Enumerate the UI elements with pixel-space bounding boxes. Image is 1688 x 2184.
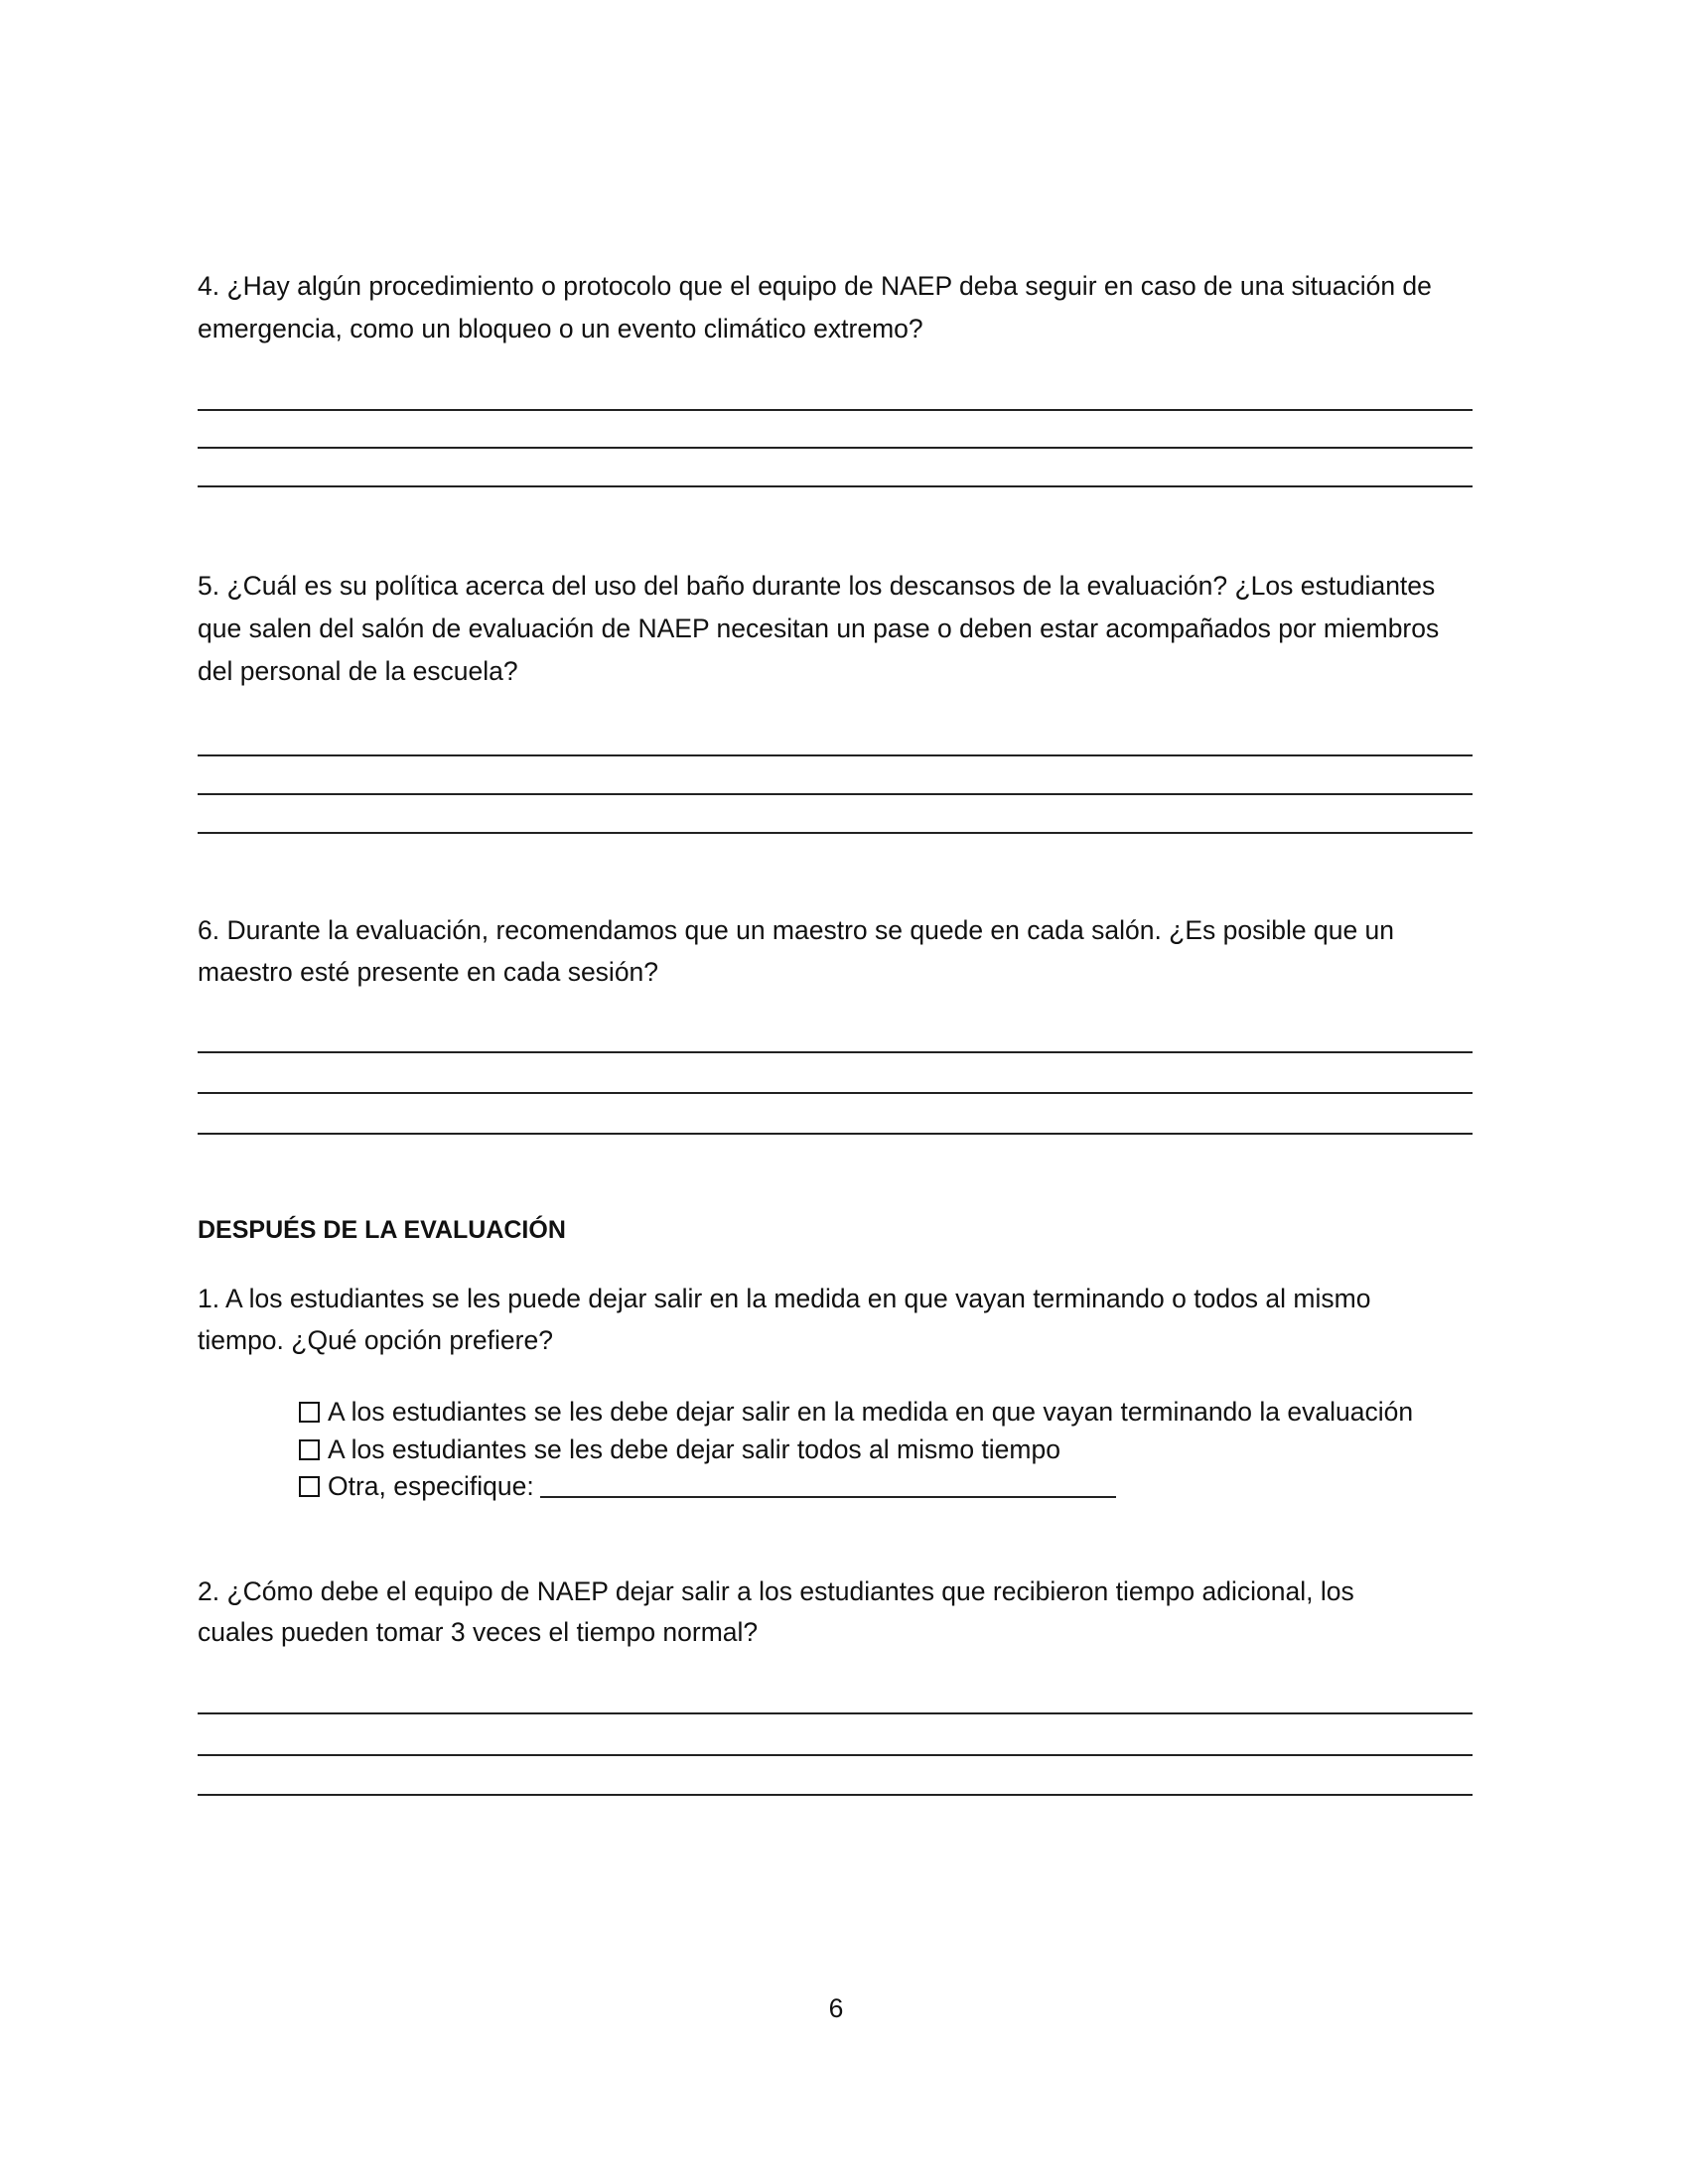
option-release-all-together[interactable] xyxy=(299,1433,1060,1465)
question-5-line-1: 5. ¿Cuál es su política acerca del uso del baño durante los descansos de la evaluación? ¿Los estudiantes xyxy=(198,571,1436,601)
after-question-1-line-1: 1. A los estudiantes se les puede dejar salir en la medida en que vayan terminando o todos al mismo xyxy=(198,1284,1371,1313)
answer-line[interactable] xyxy=(198,485,1473,487)
question-4-line-2: emergencia, como un bloqueo o un evento climático extremo? xyxy=(198,314,923,343)
checkbox-icon[interactable] xyxy=(299,1476,320,1497)
answer-line[interactable] xyxy=(198,1051,1473,1053)
question-5-line-3: del personal de la escuela? xyxy=(198,656,518,686)
answer-line[interactable] xyxy=(198,1754,1473,1756)
section-heading: DESPUÉS DE LA EVALUACIÓN xyxy=(198,1216,566,1244)
option-release-as-finished[interactable] xyxy=(299,1396,1413,1428)
option-label: A los estudiantes se les debe dejar salir todos al mismo tiempo xyxy=(328,1434,1060,1464)
answer-line[interactable] xyxy=(198,793,1473,795)
after-question-2-line-1: 2. ¿Cómo debe el equipo de NAEP dejar salir a los estudiantes que recibieron tiempo adicional, los xyxy=(198,1576,1354,1606)
answer-line[interactable] xyxy=(198,409,1473,411)
answer-line[interactable] xyxy=(198,447,1473,449)
answer-line[interactable] xyxy=(198,1092,1473,1094)
question-5-line-2: que salen del salón de evaluación de NAEP necesitan un pase o deben estar acompañados por miembros xyxy=(198,614,1440,643)
option-label: A los estudiantes se les debe dejar salir en la medida en que vayan terminando la evaluación xyxy=(328,1397,1414,1427)
question-6-line-2: maestro esté presente en cada sesión? xyxy=(198,957,659,987)
answer-line[interactable] xyxy=(198,754,1473,756)
after-question-2-line-2: cuales pueden tomar 3 veces el tiempo normal? xyxy=(198,1617,759,1647)
question-6-line-1: 6. Durante la evaluación, recomendamos que un maestro se quede en cada salón. ¿Es posible que un xyxy=(198,915,1395,945)
answer-line[interactable] xyxy=(198,1133,1473,1135)
answer-line[interactable] xyxy=(198,1712,1473,1714)
option-other[interactable] xyxy=(299,1470,1116,1502)
answer-line[interactable] xyxy=(198,1794,1473,1796)
page-number: 6 xyxy=(828,1993,844,2023)
checkbox-icon[interactable] xyxy=(299,1402,320,1423)
answer-line[interactable] xyxy=(198,832,1473,834)
checkbox-icon[interactable] xyxy=(299,1439,320,1460)
after-question-1-line-2: tiempo. ¿Qué opción prefiere? xyxy=(198,1325,553,1355)
question-4-line-1: 4. ¿Hay algún procedimiento o protocolo que el equipo de NAEP deba seguir en caso de una situación de xyxy=(198,271,1432,301)
other-specify-field[interactable] xyxy=(540,1474,1116,1498)
option-label: Otra, especifique: xyxy=(328,1471,534,1501)
